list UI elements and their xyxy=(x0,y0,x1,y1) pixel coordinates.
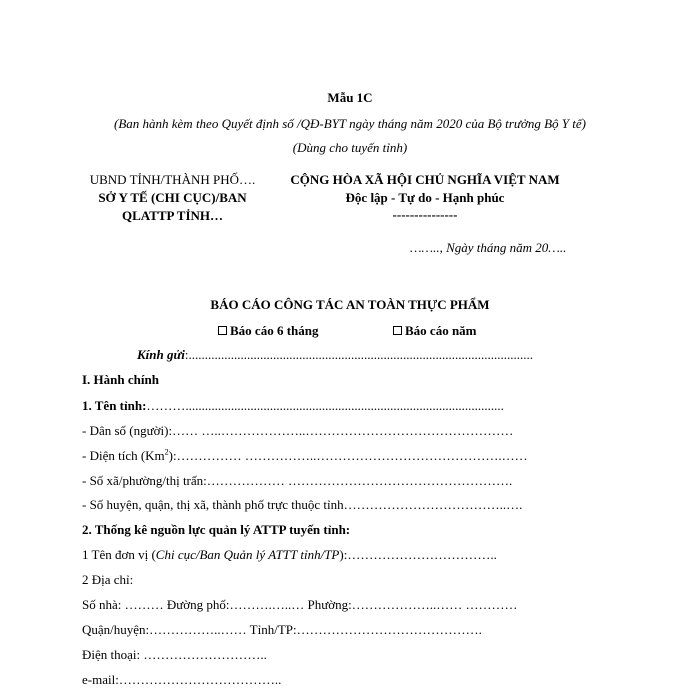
agency-line-1: UBND TỈNH/THÀNH PHỐ…. xyxy=(89,172,256,187)
nation-title: CỘNG HÒA XÃ HỘI CHỦ NGHĨA VIỆT NAM xyxy=(290,172,560,187)
agency-line-3: QLATTP TỈNH… xyxy=(121,208,224,223)
option-year xyxy=(393,323,477,339)
districts-line: - Số huyện, quận, thị xã, thành phố trực thuộc tỉnh………………………………..…. xyxy=(82,497,523,512)
issued-note: (Ban hành kèm theo Quyết định số /QĐ-BYT ngày tháng năm 2020 của Bộ trưởng Bộ Y tế) xyxy=(114,116,586,131)
unit-name-line xyxy=(82,547,497,563)
area-sup: 2 xyxy=(164,447,169,457)
report-title: BÁO CÁO CÔNG TÁC AN TOÀN THỰC PHẨM xyxy=(210,297,490,312)
house-line: Số nhà: ……… Đường phố:……….…..… Phường:………………..…… ………… xyxy=(82,597,518,612)
option-6-months-label: Báo cáo 6 tháng xyxy=(230,323,319,338)
population-line: - Dân số (người):…… …..………………..………………………………………… xyxy=(82,423,514,438)
usage-note: (Dùng cho tuyến tỉnh) xyxy=(292,140,408,155)
district-city-line: Quận/huyện:……………..…… Tỉnh/TP:……………………………………. xyxy=(82,622,482,637)
recipient-dots: :.......................................................................................................... xyxy=(184,347,534,362)
agency-line-2: SỞ Y TẾ (CHI CỤC)/BAN xyxy=(98,190,247,205)
option-6-months xyxy=(218,323,318,339)
recipient-label: Kính gửi xyxy=(137,347,185,362)
province-line xyxy=(82,398,504,414)
area-prefix: - Diện tích (Km xyxy=(82,448,165,463)
area-suffix: ):…………… ……………..…………………………………….…… xyxy=(168,448,528,463)
unit-prefix: 1 Tên đơn vị ( xyxy=(82,547,156,562)
nation-motto: Độc lập - Tự do - Hạnh phúc xyxy=(345,190,505,205)
section2-heading: 2. Thống kê nguồn lực quản lý ATTP tuyến tỉnh: xyxy=(82,522,351,537)
province-dots: ……….................................................................................................. xyxy=(146,398,504,413)
address-label: 2 Địa chỉ: xyxy=(82,572,134,587)
date-line: …….., Ngày tháng năm 20….. xyxy=(410,240,567,255)
form-title: Mẫu 1C xyxy=(327,90,373,105)
unit-suffix: ):…………………………….. xyxy=(339,547,497,562)
motto-underline: --------------- xyxy=(392,207,458,222)
recipient-line xyxy=(137,347,533,363)
checkbox-year[interactable] xyxy=(393,326,402,335)
phone-line: Điện thoại: ……………………….. xyxy=(82,647,267,662)
unit-italic: Chi cục/Ban Quản lý ATTT tỉnh/TP xyxy=(155,547,340,562)
communes-line: - Số xã/phường/thị trấn:……………… ……………………………………………. xyxy=(82,473,513,488)
province-label: 1. Tên tỉnh: xyxy=(82,398,147,413)
checkbox-6-months[interactable] xyxy=(218,326,227,335)
area-line xyxy=(82,448,528,464)
option-year-label: Báo cáo năm xyxy=(405,323,477,338)
section1-heading: I. Hành chính xyxy=(82,372,159,387)
email-line: e-mail:……………………………….. xyxy=(82,672,282,687)
